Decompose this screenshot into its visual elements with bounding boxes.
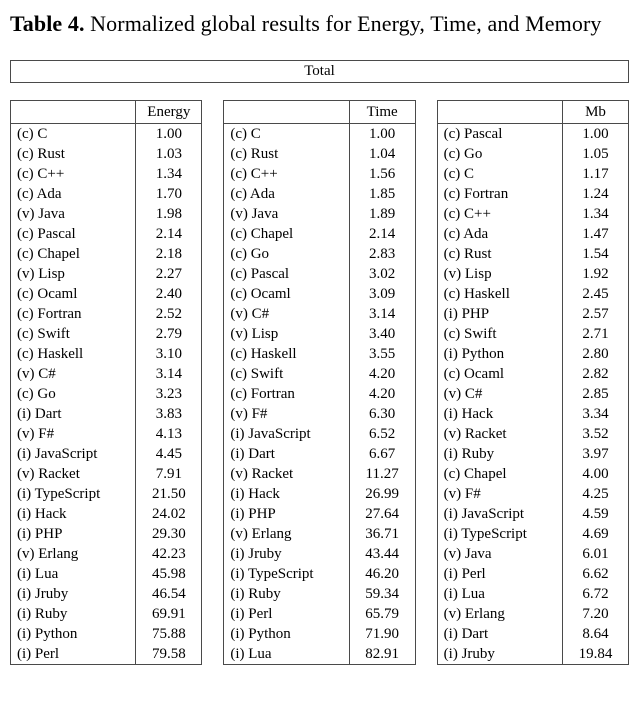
language-label: (c) Haskell	[230, 346, 297, 362]
table-row	[438, 364, 628, 384]
table-row	[438, 264, 628, 284]
value-cell: 2.57	[562, 304, 628, 324]
language-label: (c) Ocaml	[443, 366, 505, 382]
language-label: (c) Pascal	[17, 226, 76, 242]
table-row	[224, 464, 414, 484]
language-label: (i) Python	[17, 626, 78, 642]
value-cell: 4.69	[562, 524, 628, 544]
language-label: (i) Ruby	[17, 606, 68, 622]
table-row	[224, 504, 414, 524]
language-label: (c) Go	[443, 146, 483, 162]
memory-column-header: Mb	[562, 101, 628, 123]
value-cell: 6.62	[562, 564, 628, 584]
table-row	[224, 604, 414, 624]
value-cell: 3.52	[562, 424, 628, 444]
language-label: (c) Rust	[443, 246, 492, 262]
total-header: Total	[10, 60, 629, 83]
value-cell: 45.98	[135, 564, 201, 584]
memory-table	[437, 100, 629, 665]
table-row	[224, 424, 414, 444]
table-row	[224, 304, 414, 324]
table-row	[11, 644, 201, 664]
value-cell: 2.40	[135, 284, 201, 304]
table-row	[11, 184, 201, 204]
table-row	[438, 524, 628, 544]
language-label: (i) Jruby	[230, 546, 282, 562]
table-row	[224, 144, 414, 164]
table-row	[224, 224, 414, 244]
value-cell: 71.90	[349, 624, 415, 644]
table-row	[438, 644, 628, 664]
value-cell: 1.70	[135, 184, 201, 204]
value-cell: 3.23	[135, 384, 201, 404]
value-cell: 1.04	[349, 144, 415, 164]
value-cell: 26.99	[349, 484, 415, 504]
value-cell: 1.00	[349, 124, 415, 144]
table-row	[438, 344, 628, 364]
table-row	[224, 644, 414, 664]
language-label: (i) PHP	[17, 526, 63, 542]
value-cell: 1.03	[135, 144, 201, 164]
value-cell: 3.97	[562, 444, 628, 464]
language-label: (c) C++	[230, 166, 278, 182]
language-label: (i) Lua	[17, 566, 59, 582]
value-cell: 42.23	[135, 544, 201, 564]
table-row	[224, 544, 414, 564]
empty-header-cell	[438, 101, 562, 123]
language-label: (v) Java	[230, 206, 279, 222]
table-row	[438, 284, 628, 304]
time-table-header-row	[224, 101, 414, 124]
language-label: (i) Python	[443, 346, 505, 362]
table-caption	[10, 8, 629, 40]
table-row	[11, 564, 201, 584]
language-label: (c) Chapel	[17, 246, 80, 262]
language-label: (c) Ada	[17, 186, 62, 202]
table-row	[11, 304, 201, 324]
table-row	[438, 624, 628, 644]
table-row	[224, 364, 414, 384]
value-cell: 46.20	[349, 564, 415, 584]
language-label: (v) Racket	[17, 466, 80, 482]
value-cell: 4.59	[562, 504, 628, 524]
language-label: (i) Dart	[443, 626, 489, 642]
table-row	[438, 464, 628, 484]
energy-table-body	[11, 124, 201, 664]
language-label: (c) Ocaml	[230, 286, 291, 302]
value-cell: 75.88	[135, 624, 201, 644]
value-cell: 2.79	[135, 324, 201, 344]
table-row	[438, 584, 628, 604]
value-cell: 3.10	[135, 344, 201, 364]
table-row	[11, 544, 201, 564]
language-label: (c) Pascal	[230, 266, 290, 282]
language-label: (c) Fortran	[17, 306, 82, 322]
value-cell: 3.55	[349, 344, 415, 364]
value-cell: 6.52	[349, 424, 415, 444]
language-label: (i) Perl	[443, 566, 486, 582]
table-row	[11, 124, 201, 144]
table-row	[11, 364, 201, 384]
value-cell: 1.47	[562, 224, 628, 244]
value-cell: 2.14	[349, 224, 415, 244]
language-label: (c) Swift	[230, 366, 284, 382]
table-caption-text: Normalized global results for Energy, Time, and Memory	[84, 11, 602, 36]
time-table	[223, 100, 415, 665]
language-label: (i) PHP	[443, 306, 490, 322]
value-cell: 1.34	[562, 204, 628, 224]
language-label: (i) Jruby	[17, 586, 69, 602]
value-cell: 3.34	[562, 404, 628, 424]
language-label: (c) Pascal	[443, 126, 503, 142]
table-row	[11, 424, 201, 444]
empty-header-cell	[224, 101, 348, 123]
table-row	[11, 464, 201, 484]
language-label: (v) C#	[443, 386, 483, 402]
language-label: (i) Lua	[230, 646, 272, 662]
value-cell: 4.00	[562, 464, 628, 484]
table-row	[224, 204, 414, 224]
value-cell: 11.27	[349, 464, 415, 484]
value-cell: 59.34	[349, 584, 415, 604]
table-row	[11, 504, 201, 524]
table-row	[438, 444, 628, 464]
language-label: (i) Dart	[230, 446, 275, 462]
table-row	[11, 284, 201, 304]
table-row	[11, 204, 201, 224]
value-cell: 21.50	[135, 484, 201, 504]
table-row	[224, 344, 414, 364]
value-cell: 1.92	[562, 264, 628, 284]
value-cell: 3.02	[349, 264, 415, 284]
table-row	[224, 584, 414, 604]
value-cell: 2.80	[562, 344, 628, 364]
table-caption-label: Table 4.	[10, 11, 85, 36]
language-label: (i) Python	[230, 626, 291, 642]
table-row	[11, 444, 201, 464]
language-label: (i) Perl	[230, 606, 273, 622]
language-label: (c) Go	[17, 386, 56, 402]
table-row	[438, 144, 628, 164]
language-label: (i) Ruby	[230, 586, 281, 602]
table-row	[224, 184, 414, 204]
table-row	[224, 124, 414, 144]
language-label: (i) Perl	[17, 646, 60, 662]
table-row	[438, 224, 628, 244]
energy-column-header: Energy	[135, 101, 201, 123]
language-label: (i) Hack	[230, 486, 280, 502]
value-cell: 4.45	[135, 444, 201, 464]
language-label: (v) Lisp	[17, 266, 65, 282]
language-label: (c) Ada	[230, 186, 275, 202]
value-cell: 1.98	[135, 204, 201, 224]
value-cell: 29.30	[135, 524, 201, 544]
table-row	[438, 124, 628, 144]
language-label: (v) Racket	[443, 426, 507, 442]
table-row	[224, 284, 414, 304]
table-row	[224, 564, 414, 584]
table-row	[224, 324, 414, 344]
table-row	[438, 484, 628, 504]
language-label: (c) Rust	[17, 146, 65, 162]
table-row	[11, 224, 201, 244]
value-cell: 1.85	[349, 184, 415, 204]
value-cell: 2.71	[562, 324, 628, 344]
table-row	[11, 484, 201, 504]
table-row	[224, 244, 414, 264]
table-row	[11, 164, 201, 184]
value-cell: 79.58	[135, 644, 201, 664]
time-table-body	[224, 124, 414, 664]
table-row	[224, 484, 414, 504]
value-cell: 82.91	[349, 644, 415, 664]
language-label: (i) Hack	[443, 406, 494, 422]
table-row	[438, 564, 628, 584]
language-label: (v) C#	[230, 306, 270, 322]
value-cell: 2.52	[135, 304, 201, 324]
table-row	[11, 404, 201, 424]
value-cell: 6.30	[349, 404, 415, 424]
value-cell: 65.79	[349, 604, 415, 624]
empty-header-cell	[11, 101, 135, 123]
table-row	[224, 164, 414, 184]
value-cell: 2.14	[135, 224, 201, 244]
language-label: (c) Rust	[230, 146, 279, 162]
time-column-header: Time	[349, 101, 415, 123]
value-cell: 27.64	[349, 504, 415, 524]
value-cell: 24.02	[135, 504, 201, 524]
language-label: (i) JavaScript	[17, 446, 98, 462]
language-label: (i) JavaScript	[443, 506, 525, 522]
tables-container	[10, 100, 629, 665]
language-label: (i) Ruby	[443, 446, 495, 462]
value-cell: 7.91	[135, 464, 201, 484]
value-cell: 6.72	[562, 584, 628, 604]
table-row	[224, 404, 414, 424]
table-row	[438, 324, 628, 344]
language-label: (c) C++	[443, 206, 491, 222]
language-label: (c) Haskell	[17, 346, 84, 362]
value-cell: 1.05	[562, 144, 628, 164]
language-label: (v) F#	[17, 426, 55, 442]
value-cell: 36.71	[349, 524, 415, 544]
value-cell: 3.14	[349, 304, 415, 324]
value-cell: 1.89	[349, 204, 415, 224]
value-cell: 1.00	[562, 124, 628, 144]
table-row	[224, 624, 414, 644]
language-label: (i) Hack	[17, 506, 67, 522]
table-row	[438, 304, 628, 324]
language-label: (c) C	[443, 166, 475, 182]
value-cell: 6.01	[562, 544, 628, 564]
table-row	[438, 604, 628, 624]
value-cell: 4.25	[562, 484, 628, 504]
language-label: (v) Lisp	[443, 266, 492, 282]
language-label: (i) TypeScript	[443, 526, 527, 542]
language-label: (i) Lua	[443, 586, 485, 602]
table-row	[11, 624, 201, 644]
language-label: (c) Ada	[443, 226, 489, 242]
table-row	[438, 204, 628, 224]
value-cell: 1.54	[562, 244, 628, 264]
value-cell: 3.40	[349, 324, 415, 344]
language-label: (v) Java	[17, 206, 65, 222]
value-cell: 4.20	[349, 364, 415, 384]
value-cell: 4.20	[349, 384, 415, 404]
language-label: (c) C++	[17, 166, 65, 182]
language-label: (c) Chapel	[230, 226, 294, 242]
value-cell: 2.85	[562, 384, 628, 404]
value-cell: 69.91	[135, 604, 201, 624]
value-cell: 2.45	[562, 284, 628, 304]
table-row	[11, 264, 201, 284]
value-cell: 46.54	[135, 584, 201, 604]
table-row	[224, 524, 414, 544]
value-cell: 3.83	[135, 404, 201, 424]
value-cell: 6.67	[349, 444, 415, 464]
language-label: (c) Swift	[17, 326, 70, 342]
memory-table-body	[438, 124, 628, 664]
value-cell: 43.44	[349, 544, 415, 564]
language-label: (c) C	[230, 126, 261, 142]
table-row	[438, 384, 628, 404]
language-label: (i) TypeScript	[230, 566, 314, 582]
language-label: (c) Haskell	[443, 286, 510, 302]
language-label: (c) Go	[230, 246, 270, 262]
table-row	[224, 264, 414, 284]
energy-table-header-row	[11, 101, 201, 124]
table-row	[438, 424, 628, 444]
language-label: (i) Jruby	[443, 646, 495, 662]
energy-table	[10, 100, 202, 665]
value-cell: 2.83	[349, 244, 415, 264]
language-label: (v) C#	[17, 366, 56, 382]
value-cell: 1.00	[135, 124, 201, 144]
table-row	[438, 184, 628, 204]
value-cell: 1.34	[135, 164, 201, 184]
language-label: (c) Ocaml	[17, 286, 78, 302]
language-label: (v) Erlang	[443, 606, 505, 622]
table-row	[224, 444, 414, 464]
value-cell: 19.84	[562, 644, 628, 664]
table-row	[438, 504, 628, 524]
language-label: (v) F#	[230, 406, 268, 422]
table-row	[11, 384, 201, 404]
table-row	[11, 324, 201, 344]
table-row	[438, 244, 628, 264]
language-label: (c) Fortran	[230, 386, 295, 402]
value-cell: 1.24	[562, 184, 628, 204]
language-label: (c) Swift	[443, 326, 497, 342]
table-row	[11, 344, 201, 364]
value-cell: 3.09	[349, 284, 415, 304]
language-label: (i) JavaScript	[230, 426, 311, 442]
table-row	[11, 244, 201, 264]
language-label: (v) Java	[443, 546, 492, 562]
value-cell: 8.64	[562, 624, 628, 644]
table-row	[11, 604, 201, 624]
table-row	[11, 584, 201, 604]
language-label: (v) Erlang	[17, 546, 79, 562]
value-cell: 1.17	[562, 164, 628, 184]
language-label: (i) PHP	[230, 506, 276, 522]
memory-table-header-row	[438, 101, 628, 124]
language-label: (c) Chapel	[443, 466, 507, 482]
table-row	[438, 544, 628, 564]
language-label: (v) Lisp	[230, 326, 279, 342]
value-cell: 2.82	[562, 364, 628, 384]
language-label: (c) C	[17, 126, 48, 142]
table-row	[11, 144, 201, 164]
table-row	[224, 384, 414, 404]
language-label: (v) Racket	[230, 466, 294, 482]
language-label: (i) TypeScript	[17, 486, 101, 502]
value-cell: 1.56	[349, 164, 415, 184]
language-label: (v) F#	[443, 486, 481, 502]
table-row	[438, 404, 628, 424]
value-cell: 2.27	[135, 264, 201, 284]
value-cell: 4.13	[135, 424, 201, 444]
table-row	[438, 164, 628, 184]
language-label: (v) Erlang	[230, 526, 292, 542]
value-cell: 2.18	[135, 244, 201, 264]
value-cell: 3.14	[135, 364, 201, 384]
language-label: (i) Dart	[17, 406, 62, 422]
value-cell: 7.20	[562, 604, 628, 624]
table-row	[11, 524, 201, 544]
language-label: (c) Fortran	[443, 186, 509, 202]
